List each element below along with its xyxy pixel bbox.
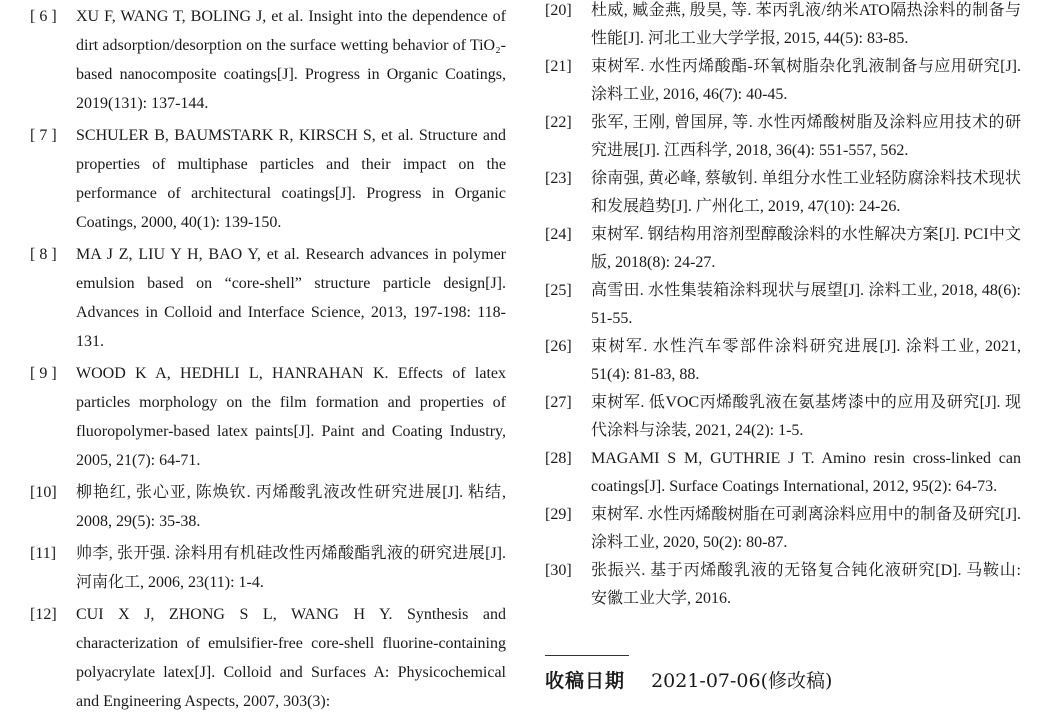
reference-item xyxy=(30,600,506,716)
reference-number: [30] xyxy=(545,562,572,579)
reference-item xyxy=(545,333,1021,389)
reference-text: 张振兴. 基于丙烯酸乳液的无铬复合钝化液研究[D]. 马鞍山: 安徽工业大学, 2016. xyxy=(591,562,1021,607)
divider xyxy=(545,655,629,656)
reference-text: 张军, 王刚, 曾国屏, 等. 水性丙烯酸树脂及涂料应用技术的研究进展[J]. 江西科学, 2018, 36(4): 551-557, 562. xyxy=(591,114,1021,159)
reference-item xyxy=(30,240,506,356)
reference-item xyxy=(545,389,1021,445)
reference-text: 束树军. 钢结构用溶剂型醇酸涂料的水性解决方案[J]. PCI中文版, 2018(8): 24-27. xyxy=(591,226,1021,271)
reference-text: SCHULER B, BAUMSTARK R, KIRSCH S, et al. Structure and properties of multiphase particles and their impact on the performance of architectural coatings[J]. Progress in Organic Coatings, 2000, 40(1): 139-150. xyxy=(76,127,506,231)
reference-item xyxy=(545,165,1021,221)
reference-number: [21] xyxy=(545,58,572,75)
reference-number: [ 6 ] xyxy=(30,8,57,25)
reference-number: [20] xyxy=(545,2,572,19)
reference-number: [22] xyxy=(545,114,572,131)
reference-item xyxy=(545,53,1021,109)
reference-item xyxy=(545,277,1021,333)
reference-text: CUI X J, ZHONG S L, WANG H Y. Synthesis and characterization of emulsifier-free core-shell fluorine-containing polyacrylate latex[J]. Colloid and Surfaces A: Physicochemical and Engineering Aspects, 2007, 303(3): xyxy=(76,606,506,710)
reference-text: 高雪田. 水性集装箱涂料现状与展望[J]. 涂料工业, 2018, 48(6): 51-55. xyxy=(591,282,1021,327)
reference-text: 束树军. 水性汽车零部件涂料研究进展[J]. 涂料工业, 2021, 51(4): 81-83, 88. xyxy=(591,338,1021,383)
received-date-label: 收稿日期 xyxy=(545,670,626,692)
reference-item xyxy=(545,221,1021,277)
reference-text: 帅李, 张开强. 涂料用有机硅改性丙烯酸酯乳液的研究进展[J]. 河南化工, 2006, 23(11): 1-4. xyxy=(76,545,506,591)
reference-text: XU F, WANG T, BOLING J, et al. Insight into the dependence of dirt adsorption/desorption on the surface wetting behavior of TiO₂-based nanocomposite coatings[J]. Progress in Organic Coatings, 2019(131): 137-144. xyxy=(76,8,506,112)
reference-number: [24] xyxy=(545,226,572,243)
reference-number: [11] xyxy=(30,545,57,562)
reference-number: [ 8 ] xyxy=(30,246,57,263)
reference-number: [25] xyxy=(545,282,572,299)
reference-number: [10] xyxy=(30,484,57,501)
reference-item xyxy=(545,557,1021,613)
received-date-value: 2021-07-06(修改稿) xyxy=(651,670,833,692)
reference-item xyxy=(30,121,506,237)
reference-text: 柳艳红, 张心亚, 陈焕钦. 丙烯酸乳液改性研究进展[J]. 粘结, 2008, 29(5): 35-38. xyxy=(76,484,506,530)
reference-text: 束树军. 水性丙烯酸树脂在可剥离涂料应用中的制备及研究[J]. 涂料工业, 2020, 50(2): 80-87. xyxy=(591,506,1021,551)
references-right-column xyxy=(545,0,1021,613)
reference-item xyxy=(545,0,1021,53)
reference-item xyxy=(545,445,1021,501)
reference-text: 束树军. 低VOC丙烯酸乳液在氨基烤漆中的应用及研究[J]. 现代涂料与涂装, 2021, 24(2): 1-5. xyxy=(591,394,1021,439)
received-date xyxy=(545,666,832,696)
reference-text: 徐南强, 黄必峰, 蔡敏钊. 单组分水性工业轻防腐涂料技术现状和发展趋势[J]. 广州化工, 2019, 47(10): 24-26. xyxy=(591,170,1021,215)
reference-number: [12] xyxy=(30,606,57,623)
reference-item xyxy=(30,2,506,118)
reference-item xyxy=(30,359,506,475)
reference-text: WOOD K A, HEDHLI L, HANRAHAN K. Effects of latex particles morphology on the film formation and properties of fluoropolymer-based latex paints[J]. Paint and Coating Industry, 2005, 21(7): 64-71. xyxy=(76,365,506,469)
reference-number: [ 9 ] xyxy=(30,365,57,382)
reference-text: 束树军. 水性丙烯酸酯-环氧树脂杂化乳液制备与应用研究[J]. 涂料工业, 2016, 46(7): 40-45. xyxy=(591,58,1021,103)
reference-number: [ 7 ] xyxy=(30,127,57,144)
reference-text: MA J Z, LIU Y H, BAO Y, et al. Research advances in polymer emulsion based on “core-shell” structure particle design[J]. Advances in Colloid and Interface Science, 2013, 197-198: 118-131. xyxy=(76,246,506,350)
reference-item xyxy=(545,109,1021,165)
reference-text: MAGAMI S M, GUTHRIE J T. Amino resin cross-linked can coatings[J]. Surface Coatings International, 2012, 95(2): 64-73. xyxy=(591,450,1021,495)
reference-number: [26] xyxy=(545,338,572,355)
reference-number: [29] xyxy=(545,506,572,523)
reference-item xyxy=(545,501,1021,557)
reference-number: [28] xyxy=(545,450,572,467)
reference-item xyxy=(30,539,506,597)
references-left-column xyxy=(30,0,506,716)
reference-text: 杜威, 臧金燕, 殷昊, 等. 苯丙乳液/纳米ATO隔热涂料的制备与性能[J]. 河北工业大学学报, 2015, 44(5): 83-85. xyxy=(591,2,1021,47)
reference-number: [27] xyxy=(545,394,572,411)
reference-item xyxy=(30,478,506,536)
reference-number: [23] xyxy=(545,170,572,187)
